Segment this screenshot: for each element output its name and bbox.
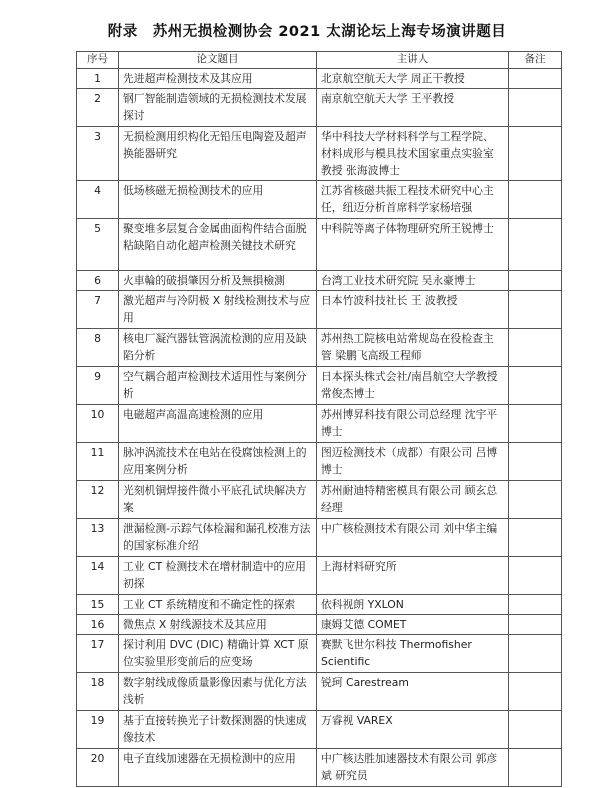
row-number: 7 bbox=[77, 291, 119, 329]
row-number: 3 bbox=[77, 127, 119, 181]
table-row bbox=[77, 271, 562, 291]
row-topic: 空气耦合超声检测技术适用性与案例分析 bbox=[119, 367, 317, 405]
row-speaker: 苏州耐迪特精密模具有限公司 顾玄总经理 bbox=[317, 481, 509, 519]
table-row bbox=[77, 595, 562, 615]
row-topic: 微焦点 X 射线源技术及其应用 bbox=[119, 615, 317, 635]
row-remark bbox=[509, 291, 562, 329]
row-remark bbox=[509, 219, 562, 271]
row-remark bbox=[509, 127, 562, 181]
row-number: 19 bbox=[77, 711, 119, 749]
document-title: 附录 苏州无损检测协会 2021 太湖论坛上海专场演讲题目 bbox=[107, 24, 507, 40]
row-topic: 工业 CT 系统精度和不确定性的探索 bbox=[119, 595, 317, 615]
table-row bbox=[77, 181, 562, 219]
row-remark bbox=[509, 595, 562, 615]
row-topic: 探讨利用 DVC (DIC) 精确计算 XCT 原位实验里形变前后的应变场 bbox=[119, 635, 317, 673]
row-remark bbox=[509, 673, 562, 711]
row-remark bbox=[509, 367, 562, 405]
row-speaker: 锐珂 Carestream bbox=[317, 673, 509, 711]
table-row bbox=[77, 519, 562, 557]
row-speaker: 上海材料研究所 bbox=[317, 557, 509, 595]
header-topic: 论文题目 bbox=[119, 52, 317, 69]
row-number: 18 bbox=[77, 673, 119, 711]
row-speaker: 北京航空航天大学 周正干教授 bbox=[317, 69, 509, 89]
row-number: 4 bbox=[77, 181, 119, 219]
row-remark bbox=[509, 615, 562, 635]
row-topic: 无损检测用织构化无铅压电陶瓷及超声换能器研究 bbox=[119, 127, 317, 181]
row-speaker: 中广核检测技术有限公司 刘中华主编 bbox=[317, 519, 509, 557]
table-row bbox=[77, 89, 562, 127]
row-topic: 聚变堆多层复合金属曲面构件结合面脱粘缺陷自动化超声检测关键技术研究 bbox=[119, 219, 317, 271]
row-number: 10 bbox=[77, 405, 119, 443]
table-row bbox=[77, 635, 562, 673]
row-speaker: 苏州热工院核电站常规岛在役检查主管 梁鹏飞高级工程师 bbox=[317, 329, 509, 367]
table-row bbox=[77, 749, 562, 787]
row-number: 16 bbox=[77, 615, 119, 635]
table-row bbox=[77, 367, 562, 405]
row-speaker: 南京航空航天大学 王平教授 bbox=[317, 89, 509, 127]
row-number: 2 bbox=[77, 89, 119, 127]
row-speaker: 日本探头株式会社/南昌航空大学教授 常俊杰博士 bbox=[317, 367, 509, 405]
table-row bbox=[77, 711, 562, 749]
table-row bbox=[77, 615, 562, 635]
row-topic: 光刻机铜焊接件微小平底孔试块解决方案 bbox=[119, 481, 317, 519]
row-topic: 先进超声检测技术及其应用 bbox=[119, 69, 317, 89]
table-row bbox=[77, 127, 562, 181]
header-remark: 备注 bbox=[509, 52, 562, 69]
row-number: 9 bbox=[77, 367, 119, 405]
row-topic: 数字射线成像质量影像因素与优化方法浅析 bbox=[119, 673, 317, 711]
talks-table bbox=[76, 51, 562, 787]
row-topic: 电磁超声高温高速检测的应用 bbox=[119, 405, 317, 443]
row-topic: 基于直接转换光子计数探测器的快速成像技术 bbox=[119, 711, 317, 749]
table-row bbox=[77, 673, 562, 711]
row-remark bbox=[509, 749, 562, 787]
table-row bbox=[77, 405, 562, 443]
table-row bbox=[77, 219, 562, 271]
table-row bbox=[77, 481, 562, 519]
row-number: 12 bbox=[77, 481, 119, 519]
row-number: 1 bbox=[77, 69, 119, 89]
table-body bbox=[77, 69, 562, 787]
table-header-row bbox=[77, 52, 562, 69]
row-speaker: 依科视朗 YXLON bbox=[317, 595, 509, 615]
row-topic: 低场核磁无损检测技术的应用 bbox=[119, 181, 317, 219]
row-topic: 激光超声与冷阴极 X 射线检测技术与应用 bbox=[119, 291, 317, 329]
row-speaker: 图迈检测技术（成都）有限公司 吕博 博士 bbox=[317, 443, 509, 481]
row-speaker: 日本竹波科技社长 王 波教授 bbox=[317, 291, 509, 329]
row-topic: 核电厂凝汽器钛管涡流检测的应用及缺陷分析 bbox=[119, 329, 317, 367]
header-speaker: 主讲人 bbox=[317, 52, 509, 69]
row-speaker: 苏州博昇科技有限公司总经理 沈宇平博士 bbox=[317, 405, 509, 443]
row-speaker: 中科院等离子体物理研究所王锐博士 bbox=[317, 219, 509, 271]
row-topic: 脉冲涡流技术在电站在役腐蚀检测上的应用案例分析 bbox=[119, 443, 317, 481]
header-no: 序号 bbox=[77, 52, 119, 69]
row-remark bbox=[509, 443, 562, 481]
table-row bbox=[77, 443, 562, 481]
row-topic: 钢厂智能制造领域的无损检测技术发展探讨 bbox=[119, 89, 317, 127]
row-speaker: 江苏省核磁共振工程技术研究中心主任，纽迈分析首席科学家杨培强 bbox=[317, 181, 509, 219]
table-row bbox=[77, 69, 562, 89]
row-remark bbox=[509, 69, 562, 89]
row-speaker: 赛默飞世尔科技 Thermofisher Scientific bbox=[317, 635, 509, 673]
row-remark bbox=[509, 519, 562, 557]
table-row bbox=[77, 557, 562, 595]
row-topic: 火車輪的破損肇因分析及無損檢測 bbox=[119, 271, 317, 291]
row-remark bbox=[509, 405, 562, 443]
row-number: 8 bbox=[77, 329, 119, 367]
table-row bbox=[77, 291, 562, 329]
row-speaker: 台湾工业技术研究院 吴永豪博士 bbox=[317, 271, 509, 291]
row-remark bbox=[509, 271, 562, 291]
row-topic: 工业 CT 检测技术在增材制造中的应用初探 bbox=[119, 557, 317, 595]
row-number: 11 bbox=[77, 443, 119, 481]
row-number: 20 bbox=[77, 749, 119, 787]
row-remark bbox=[509, 635, 562, 673]
table-row bbox=[77, 329, 562, 367]
row-remark bbox=[509, 89, 562, 127]
row-speaker: 万睿视 VAREX bbox=[317, 711, 509, 749]
row-remark bbox=[509, 711, 562, 749]
row-number: 5 bbox=[77, 219, 119, 271]
row-topic: 泄漏检测-示踪气体检漏和漏孔校准方法的国家标准介绍 bbox=[119, 519, 317, 557]
row-remark bbox=[509, 557, 562, 595]
row-number: 14 bbox=[77, 557, 119, 595]
row-remark bbox=[509, 481, 562, 519]
row-number: 6 bbox=[77, 271, 119, 291]
row-speaker: 康姆艾德 COMET bbox=[317, 615, 509, 635]
row-number: 13 bbox=[77, 519, 119, 557]
row-speaker: 华中科技大学材料科学与工程学院、材料成形与模具技术国家重点实验室教授 张海波博士 bbox=[317, 127, 509, 181]
row-number: 15 bbox=[77, 595, 119, 615]
row-remark bbox=[509, 181, 562, 219]
row-remark bbox=[509, 329, 562, 367]
row-speaker: 中广核达胜加速器技术有限公司 郭彦斌 研究员 bbox=[317, 749, 509, 787]
row-topic: 电子直线加速器在无损检测中的应用 bbox=[119, 749, 317, 787]
row-number: 17 bbox=[77, 635, 119, 673]
